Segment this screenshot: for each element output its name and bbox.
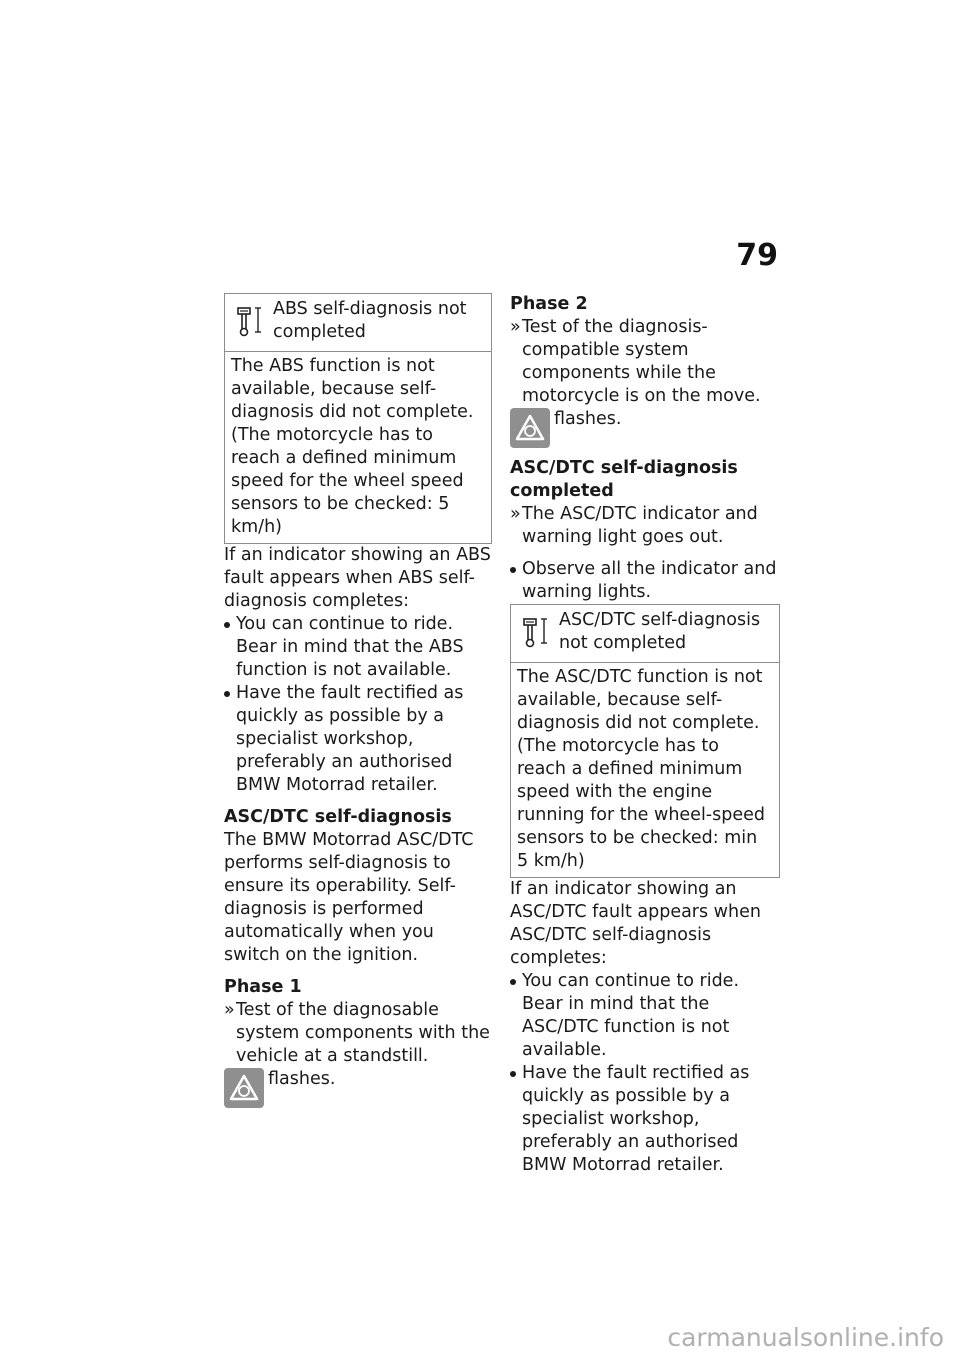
asc-fault-intro: If an indicator showing an ASC/DTC fault appears when ASC/DTC self-diagnosis completes: <box>510 879 761 968</box>
phase2-heading: Phase 2 <box>510 294 588 314</box>
right-column <box>510 293 780 1177</box>
list-item: You can continue to ride. Bear in mind that the ASC/DTC function is not available. <box>510 970 780 1062</box>
list-item: Have the fault rectified as quickly as possible by a specialist workshop, preferably an authorised BMW Motorrad retailer. <box>510 1062 780 1177</box>
phase2-flash-text: flashes. <box>554 409 622 429</box>
bullet-icon <box>510 979 516 985</box>
asc-notice-body: The ASC/DTC function is not available, because self-diagnosis did not complete. (The motorcycle has to reach a defined minimum speed with the engine running for the wheel-speed sensors to be checked: min 5 km/h) <box>517 667 765 871</box>
phase1-flash-row <box>224 1068 492 1108</box>
page-number: 79 <box>736 238 778 273</box>
abs-notice-title: ABS self-diagnosis not completed <box>273 299 467 342</box>
warning-triangle-icon <box>510 408 550 448</box>
phase1-flash-text: flashes. <box>268 1069 336 1089</box>
abs-notice-body: The ABS function is not available, because self-diagnosis did not complete. (The motorcycle has to reach a defined minimum speed for the wheel speed sensors to be checked: 5 km/h) <box>231 356 474 537</box>
phase2-step: » Test of the diagnosis-compatible system components while the motorcycle is on the move. <box>510 317 761 406</box>
step-marker: » <box>224 1000 235 1020</box>
gauge-wrench-icon <box>231 298 273 345</box>
bullet-icon <box>224 691 230 697</box>
list-item: You can continue to ride. Bear in mind that the ABS function is not available. <box>224 613 492 682</box>
bullet-icon <box>510 1071 516 1077</box>
phase1-heading: Phase 1 <box>224 977 302 997</box>
asc-notice-header <box>511 605 779 663</box>
asc-notice-box <box>510 604 780 878</box>
phase1-step: » Test of the diagnosable system components with the vehicle at a standstill. <box>224 1000 490 1066</box>
completed-step: » The ASC/DTC indicator and warning light goes out. <box>510 504 758 547</box>
left-column <box>224 293 492 1108</box>
list-item: Observe all the indicator and warning lights. <box>510 558 780 604</box>
section-heading: ASC/DTC self-diagnosis <box>224 807 452 827</box>
warning-triangle-icon <box>224 1068 264 1108</box>
abs-notice-header <box>225 294 491 352</box>
abs-fault-intro: If an indicator showing an ABS fault appears when ABS self-diagnosis completes: <box>224 545 491 611</box>
abs-notice-box <box>224 293 492 544</box>
step-marker: » <box>510 504 521 524</box>
gauge-wrench-icon <box>517 609 559 656</box>
list-item: Have the fault rectified as quickly as possible by a specialist workshop, preferably an authorised BMW Motorrad retailer. <box>224 682 492 797</box>
section-text: The BMW Motorrad ASC/DTC performs self-diagnosis to ensure its operability. Self-diagnosis is performed automatically when you switch on the ignition. <box>224 830 474 965</box>
asc-notice-title: ASC/DTC self-diagnosis not completed <box>559 610 761 653</box>
completed-heading: ASC/DTC self-diagnosis completed <box>510 458 738 501</box>
bullet-icon <box>510 567 516 573</box>
bullet-icon <box>224 622 230 628</box>
watermark: carmanualsonline.info <box>667 1323 944 1352</box>
step-marker: » <box>510 317 521 337</box>
phase2-flash-row <box>510 408 780 448</box>
